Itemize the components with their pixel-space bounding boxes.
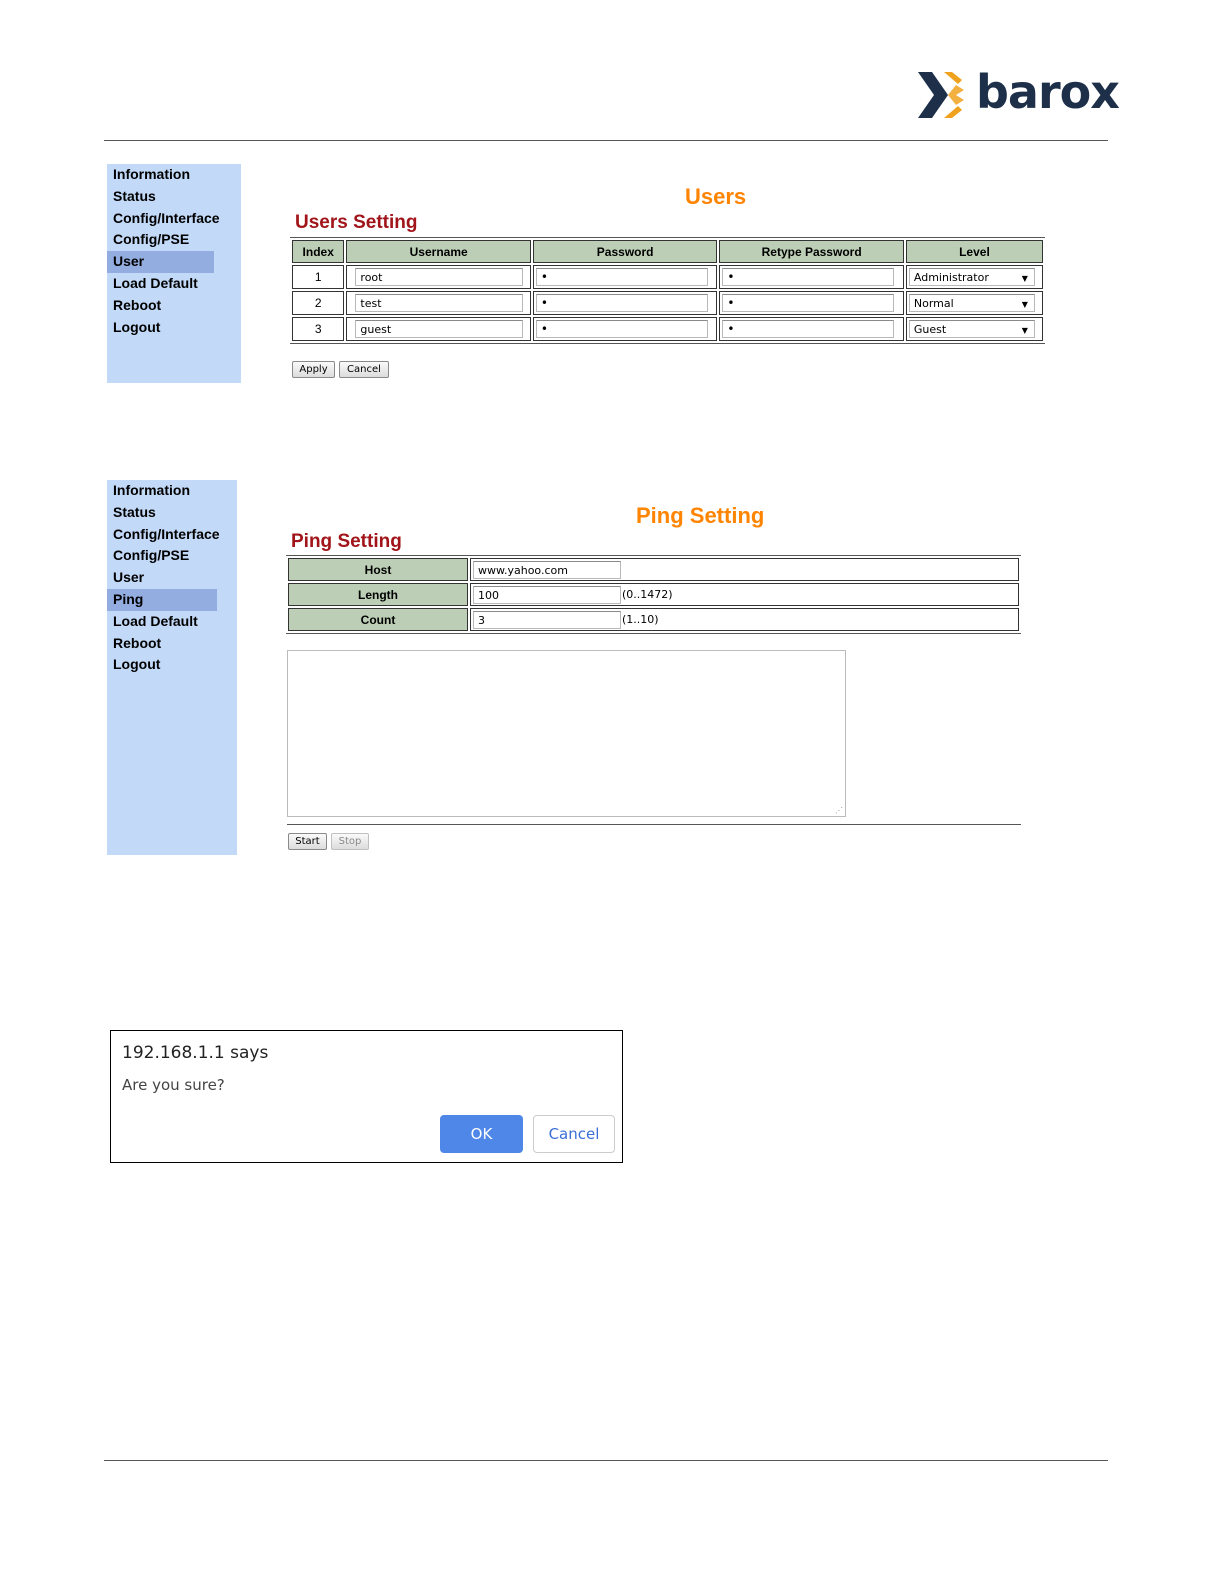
barox-logo (918, 65, 1119, 120)
page-title: Ping Setting (636, 503, 765, 528)
host-label: Host (288, 558, 468, 581)
username-input[interactable]: root (355, 268, 523, 286)
password-input[interactable]: • (536, 294, 708, 312)
header-divider (104, 140, 1108, 141)
column-header: Level (906, 240, 1043, 263)
sidebar-item-status[interactable]: Status (113, 187, 156, 204)
section-title: Ping Setting (291, 531, 402, 552)
brand-name: barox (976, 65, 1119, 119)
table-row (288, 583, 1019, 606)
confirm-dialog (110, 1030, 623, 1163)
ping-sidebar (107, 480, 237, 855)
column-header: Retype Password (719, 240, 903, 263)
apply-button[interactable]: Apply (292, 361, 335, 378)
sidebar-item-config-interface[interactable]: Config/Interface (113, 209, 220, 226)
start-button[interactable]: Start (288, 833, 327, 850)
length-input[interactable]: 100 (473, 586, 621, 604)
username-input[interactable]: guest (355, 320, 523, 338)
sidebar-item-reboot[interactable]: Reboot (113, 634, 162, 651)
level-value: Administrator (913, 271, 989, 284)
level-value: Normal (913, 297, 954, 310)
stop-button[interactable]: Stop (331, 833, 369, 850)
chevron-down-icon: ▼ (1021, 300, 1028, 309)
sidebar-item-load-default[interactable]: Load Default (113, 274, 198, 291)
sidebar-item-status[interactable]: Status (113, 503, 156, 520)
sidebar-item-logout[interactable]: Logout (113, 318, 161, 335)
index-cell: 1 (292, 265, 344, 289)
sidebar-item-information[interactable]: Information (113, 482, 190, 498)
length-label: Length (288, 583, 468, 606)
column-header: Index (292, 240, 344, 263)
table-row (288, 608, 1019, 631)
cancel-button[interactable]: Cancel (339, 361, 389, 378)
table-row (292, 317, 1043, 341)
sidebar-item-logout[interactable]: Logout (113, 656, 161, 673)
ping-settings-table (286, 555, 1021, 634)
sidebar-item-user[interactable]: User (113, 569, 145, 586)
count-label: Count (288, 608, 468, 631)
column-header: Username (346, 240, 530, 263)
sidebar-item-load-default[interactable]: Load Default (113, 612, 198, 629)
length-range: (0..1472) (622, 588, 673, 601)
sidebar-item-information[interactable]: Information (113, 166, 190, 182)
host-input[interactable]: www.yahoo.com (473, 561, 621, 579)
level-select[interactable] (909, 268, 1035, 286)
users-sidebar (107, 164, 241, 383)
users-table (290, 237, 1045, 344)
ok-button[interactable]: OK (440, 1115, 523, 1153)
level-select[interactable] (909, 294, 1035, 312)
column-header: Password (533, 240, 717, 263)
sidebar-item-config-interface[interactable]: Config/Interface (113, 525, 220, 542)
count-input[interactable]: 3 (473, 611, 621, 629)
ping-output-textarea[interactable] (287, 650, 846, 817)
dialog-title: 192.168.1.1 says (122, 1043, 269, 1063)
retype-password-input[interactable]: • (722, 268, 894, 286)
chevron-down-icon: ▼ (1021, 326, 1028, 335)
barox-chevron-icon (918, 72, 974, 118)
password-input[interactable]: • (536, 320, 708, 338)
table-header-row (292, 240, 1043, 263)
chevron-down-icon: ▼ (1021, 274, 1028, 283)
count-range: (1..10) (622, 613, 659, 626)
retype-password-input[interactable]: • (722, 294, 894, 312)
table-row (292, 291, 1043, 315)
sidebar-item-reboot[interactable]: Reboot (113, 296, 162, 313)
sidebar-item-user[interactable]: User (107, 251, 214, 273)
table-row (292, 265, 1043, 289)
dialog-message: Are you sure? (122, 1076, 225, 1094)
username-input[interactable]: test (355, 294, 523, 312)
footer-divider (104, 1460, 1108, 1461)
retype-password-input[interactable]: • (722, 320, 894, 338)
section-title: Users Setting (295, 212, 418, 233)
page-title: Users (685, 184, 747, 209)
sidebar-item-config-pse[interactable]: Config/PSE (113, 547, 190, 564)
password-input[interactable]: • (536, 268, 708, 286)
index-cell: 3 (292, 317, 344, 341)
ping-divider (287, 824, 1021, 825)
table-row (288, 558, 1019, 581)
sidebar-item-ping[interactable]: Ping (107, 589, 217, 611)
level-value: Guest (913, 323, 947, 336)
sidebar-item-config-pse[interactable]: Config/PSE (113, 231, 190, 248)
index-cell: 2 (292, 291, 344, 315)
resize-grip-icon[interactable]: ⋰ (835, 806, 843, 815)
dialog-cancel-button[interactable]: Cancel (533, 1115, 615, 1153)
level-select[interactable] (909, 320, 1035, 338)
